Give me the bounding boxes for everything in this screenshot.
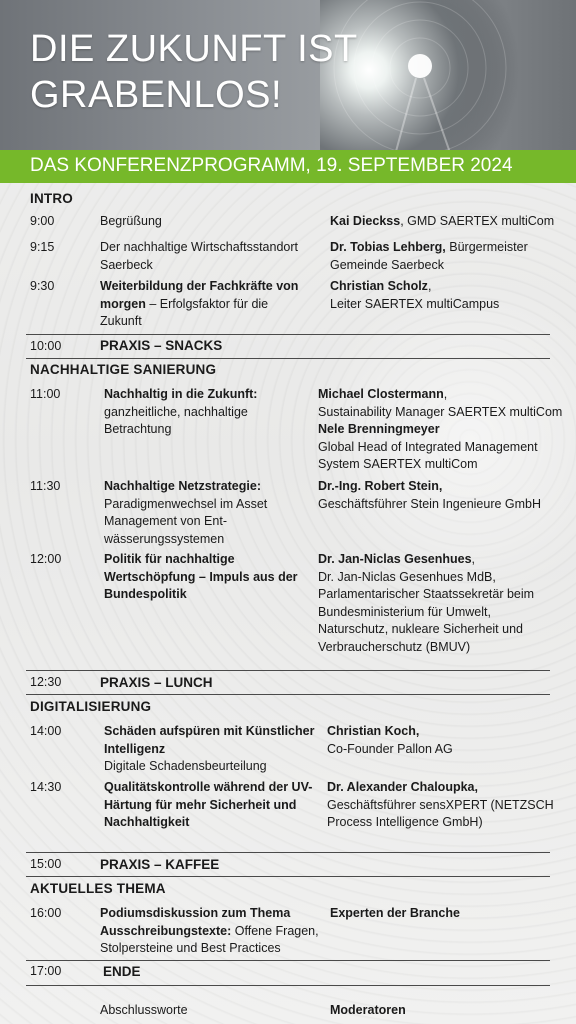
session-speaker	[327, 779, 554, 832]
topic-line: Saerbeck	[100, 257, 153, 272]
divider	[26, 694, 550, 695]
time-slot: 11:00	[30, 387, 61, 401]
session-speaker	[327, 723, 453, 758]
speaker-name: Christian Koch,	[327, 724, 420, 738]
program-subtitle: DAS KONFERENZPROGRAMM, 19. SEPTEMBER 2024	[30, 155, 513, 176]
speaker-name: Christian Scholz	[330, 279, 428, 293]
speaker-role: Leiter SAERTEX multiCampus	[330, 296, 500, 311]
divider	[26, 852, 550, 853]
divider	[26, 358, 550, 359]
session-speaker	[318, 478, 541, 513]
topic-line: Offene Fragen,	[231, 923, 319, 938]
topic-line: Qualitätskontrolle während der UV-	[104, 780, 313, 794]
topic-line: morgen	[100, 296, 146, 311]
time-slot: 9:00	[30, 214, 55, 228]
topic-line: Nachhaltig in die Zukunft:	[104, 387, 258, 401]
time-slot: 11:30	[30, 479, 61, 493]
topic-line: Weiterbildung der Fachkräfte von	[100, 279, 299, 293]
session-topic	[104, 386, 257, 439]
time-slot: 14:30	[30, 780, 62, 794]
speaker-role: Bürgermeister	[445, 240, 528, 254]
topic-line: Podiumsdiskussion zum Thema	[100, 906, 291, 920]
speaker-org: Gemeinde Saerbeck	[330, 257, 444, 272]
session-topic: Begrüßung	[100, 214, 162, 228]
time-slot: 17:00	[30, 964, 62, 978]
session-topic	[104, 723, 314, 776]
speaker-role: System SAERTEX multiCom	[318, 457, 478, 471]
speaker-name: Michael Clostermann	[318, 387, 444, 401]
title-line-2: GRABENLOS!	[30, 74, 283, 116]
session-topic: Abschlussworte	[100, 1003, 188, 1017]
speaker-role: Geschäftsführer Stein Ingenieure GmbH	[318, 496, 542, 511]
speaker-role: Sustainability Manager SAERTEX multiCom	[318, 404, 563, 419]
topic-line: wässerungssystemen	[104, 531, 225, 546]
session-topic	[104, 779, 312, 832]
topic-line: Der nachhaltige Wirtschaftsstandort	[100, 240, 299, 254]
time-slot: 16:00	[30, 906, 62, 920]
page-title	[30, 26, 360, 118]
topic-line: Zukunft	[100, 314, 142, 328]
divider	[26, 960, 550, 961]
break-label: ENDE	[103, 964, 141, 979]
divider	[26, 985, 550, 986]
topic-line: Intelligenz	[104, 741, 166, 756]
speaker-name: Dr. Alexander Chaloupka,	[327, 780, 478, 794]
time-slot: 14:00	[30, 724, 62, 738]
session-speaker	[330, 278, 499, 313]
topic-line: Paradigmenwechsel im Asset	[104, 496, 268, 511]
speaker-role: Global Head of Integrated Management	[318, 439, 538, 454]
topic-line: Bundespolitik	[104, 587, 187, 601]
section-heading-aktuelles-thema: AKTUELLES THEMA	[30, 881, 166, 896]
topic-line: Politik für nachhaltige	[104, 552, 235, 566]
topic-line: Ausschreibungstexte:	[100, 923, 232, 938]
section-heading-digitalisierung: DIGITALISIERUNG	[30, 699, 152, 714]
divider	[26, 334, 550, 335]
session-speaker: Moderatoren	[330, 1003, 406, 1017]
topic-line: Härtung für mehr Sicherheit und	[104, 797, 297, 812]
speaker-role: Verbraucherschutz (BMUV)	[318, 639, 471, 654]
divider	[26, 670, 550, 671]
time-slot: 10:00	[30, 339, 62, 353]
session-speaker: Kai Dieckss, GMD SAERTEX multiCom	[330, 214, 555, 228]
speaker-role: Naturschutz, nukleare Sicherheit und	[318, 622, 523, 636]
topic-line: Nachhaltige Netzstrategie:	[104, 479, 261, 493]
session-topic	[104, 478, 267, 548]
time-slot: 9:15	[30, 240, 55, 254]
topic-line: Stolpersteine und Best Practices	[100, 941, 281, 955]
session-topic	[100, 239, 298, 274]
topic-line: – Erfolgsfaktor für die	[145, 296, 269, 311]
section-heading-sanierung: NACHHALTIGE SANIERUNG	[30, 362, 217, 377]
session-speaker	[318, 386, 562, 474]
time-slot: 12:30	[30, 675, 62, 689]
topic-line: Wertschöpfung – Impuls aus der	[104, 569, 298, 584]
speaker-role: Geschäftsführer sensXPERT (NETZSCH	[327, 797, 554, 812]
session-speaker	[318, 551, 534, 656]
speaker-role: Process Intelligence GmbH)	[327, 815, 483, 829]
session-speaker: Experten der Branche	[330, 906, 460, 920]
time-slot: 15:00	[30, 857, 62, 871]
speaker-name-suffix: ,	[471, 552, 476, 566]
speaker-name: Dr.-Ing. Robert Stein,	[318, 479, 443, 493]
break-label: PRAXIS – KAFFEE	[100, 857, 220, 872]
speaker-role: Parlamentarischer Staatssekretär beim	[318, 587, 535, 601]
speaker-name: Dr. Tobias Lehberg,	[330, 240, 446, 254]
section-heading-intro: INTRO	[30, 191, 73, 206]
topic-line: Nachhaltigkeit	[104, 815, 190, 829]
break-label: PRAXIS – SNACKS	[100, 338, 223, 353]
topic-line: Management von Ent-	[104, 514, 227, 528]
session-speaker	[330, 239, 528, 274]
speaker-name-suffix: ,	[427, 279, 432, 293]
title-line-1: DIE ZUKUNFT IST	[30, 28, 358, 70]
speaker-name: Dr. Jan-Niclas Gesenhues	[318, 552, 472, 566]
topic-line: Betrachtung	[104, 422, 172, 436]
speaker-name: Nele Brenningmeyer	[318, 422, 440, 436]
speaker-role: Dr. Jan-Niclas Gesenhues MdB,	[318, 569, 496, 584]
speaker-role: Bundesministerium für Umwelt,	[318, 604, 491, 619]
time-slot: 12:00	[30, 552, 62, 566]
topic-line: ganzheitliche, nachhaltige	[104, 404, 248, 419]
topic-line: Digitale Schadensbeurteilung	[104, 759, 267, 773]
session-topic	[100, 905, 319, 958]
session-topic	[104, 551, 298, 604]
speaker-role: Co-Founder Pallon AG	[327, 741, 453, 756]
speaker-name-suffix: ,	[443, 387, 448, 401]
session-topic	[100, 278, 298, 331]
time-slot: 9:30	[30, 279, 55, 293]
header-banner	[0, 0, 576, 150]
break-label: PRAXIS – LUNCH	[100, 675, 213, 690]
divider	[26, 876, 550, 877]
topic-line: Schäden aufspüren mit Künstlicher	[104, 724, 315, 738]
